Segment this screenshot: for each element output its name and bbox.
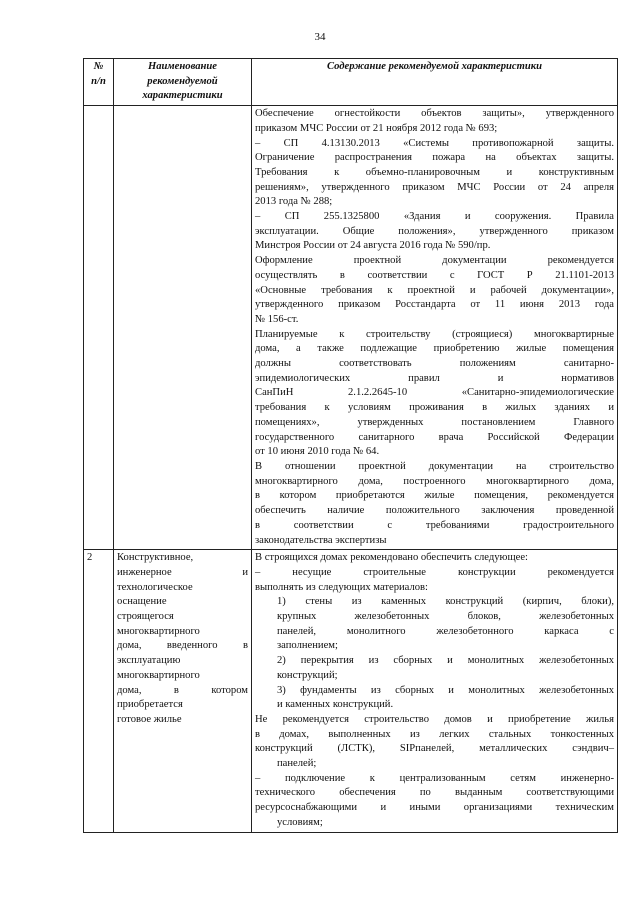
content-line: 1) стены из каменных конструкций (кирпич, блоки), xyxy=(277,596,614,608)
header-number-line: № xyxy=(93,61,104,72)
name-line: технологическое xyxy=(117,581,193,593)
header-number-line: п/п xyxy=(91,75,106,87)
content-line: решениям», утвержденного приказом МЧС России от 24 апреля xyxy=(255,181,614,193)
header-characteristic-content: Содержание рекомендуемой характеристики xyxy=(252,59,618,106)
content-line: осуществлять в соответствии с ГОСТ Р 21.1101-2013 xyxy=(255,269,614,281)
content-line: Планируемые к строительству (строящиеся) многоквартирные xyxy=(255,328,614,340)
table-row xyxy=(84,106,618,550)
content-line: ресурсоснабжающими и иными организациями техническим xyxy=(255,802,614,814)
content-line: крупных железобетонных блоков, железобетонных xyxy=(277,611,614,623)
content-line: – несущие строительные конструкции рекомендуется xyxy=(255,566,614,578)
content-line: государственного санитарного врача Российской Федерации xyxy=(255,431,614,443)
content-line: Требования к объемно-планировочным и конструктивным xyxy=(255,166,614,178)
content-line: выполнять из следующих материалов: xyxy=(255,581,428,593)
content-line: 2013 года № 288; xyxy=(255,196,333,208)
content-line: – СП 255.1325800 «Здания и сооружения. Правила xyxy=(255,211,614,223)
content-line: должны соответствовать положениям санитарно- xyxy=(255,358,614,370)
content-line: заполнением; xyxy=(277,640,338,652)
content-line: в домах, выполненных из легких стальных тонкостенных xyxy=(255,728,614,740)
content-line: Ограничение распространения пожара на объектах защиты. xyxy=(255,152,614,164)
table-row xyxy=(84,550,618,832)
content-line: и каменных конструкций. xyxy=(277,699,394,711)
name-line: оснащение xyxy=(117,596,167,608)
content-line: в котором приобретаются жилые помещения, рекомендуется xyxy=(255,490,614,502)
row-number xyxy=(84,106,114,550)
content-line: условиям; xyxy=(277,816,323,828)
content-line: многоквартирного дома, построенного многоквартирного дома, xyxy=(255,475,614,487)
page-number: 34 xyxy=(314,31,326,43)
content-line: 2) перекрытия из сборных и монолитных железобетонных xyxy=(277,655,614,667)
row-characteristic-content xyxy=(252,550,618,832)
content-line: Оформление проектной документации рекомендуется xyxy=(255,255,614,267)
content-line: требования к условиям проживания в жилых зданиях и xyxy=(255,402,614,414)
content-line: Минстроя России от 24 августа 2016 года № 590/пр. xyxy=(255,240,491,252)
row-number: 2 xyxy=(84,550,114,832)
header-name-line: Наименование xyxy=(148,61,217,72)
content-line: Не рекомендуется строительство домов и приобретение жилья xyxy=(255,713,614,725)
table-header-row xyxy=(84,59,618,106)
content-line: от 10 июня 2010 года № 64. xyxy=(255,446,380,458)
content-line: эксплуатации. Общие положения», утвержденного приказом xyxy=(255,225,614,237)
row-characteristic-name xyxy=(114,106,252,550)
content-line: обеспечить наличие положительного заключения проведенной xyxy=(255,505,614,517)
name-line: приобретается xyxy=(117,699,183,711)
content-line: эпидемиологических правил и нормативов xyxy=(255,372,614,384)
content-line: – подключение к централизованным сетям инженерно- xyxy=(255,772,614,784)
content-line: приказом МЧС России от 21 ноября 2012 года № 693; xyxy=(255,122,498,134)
name-line: многоквартирного xyxy=(117,669,200,681)
header-characteristic-name xyxy=(114,59,252,106)
content-line: 3) фундаменты из сборных и монолитных железобетонных xyxy=(277,684,614,696)
header-name-line: рекомендуемой xyxy=(147,75,218,87)
name-line: дома, введенного в xyxy=(117,640,248,652)
header-name-line: характеристики xyxy=(142,90,223,102)
content-line: № 156-ст. xyxy=(255,313,299,325)
name-line: многоквартирного xyxy=(117,625,200,637)
content-line: утвержденного приказом Росстандарта от 11 июня 2013 года xyxy=(255,299,614,311)
recommendations-table xyxy=(83,58,618,833)
content-line: конструкций (ЛСТК), SIPпанелей, металлических сэндвич– xyxy=(255,743,614,755)
row-characteristic-name xyxy=(114,550,252,832)
content-line: конструкций; xyxy=(277,669,338,681)
content-line: помещениях», утвержденных постановлением Главного xyxy=(255,416,614,428)
content-line: СанПиН 2.1.2.2645-10 «Санитарно-эпидемиологические xyxy=(255,387,614,399)
content-line: панелей, монолитного железобетонного каркаса с xyxy=(277,625,614,637)
content-line: технического обеспечения по выданным соответствующими xyxy=(255,787,614,799)
content-line: в соответствии с требованиями градостроительного xyxy=(255,519,614,531)
name-line: дома, в котором xyxy=(117,684,248,696)
content-line: В отношении проектной документации на строительство xyxy=(255,460,614,472)
content-line: – СП 4.13130.2013 «Системы противопожарной защиты. xyxy=(255,137,614,149)
row-characteristic-content xyxy=(252,106,618,550)
name-line: готовое жилье xyxy=(117,713,182,725)
content-line: дома, а также подлежащие приобретению жилые помещения xyxy=(255,343,614,355)
content-line: законодательства экспертизы xyxy=(255,534,387,546)
content-line: «Основные требования к проектной и рабочей документации», xyxy=(255,284,614,296)
content-line: Обеспечение огнестойкости объектов защиты», утвержденного xyxy=(255,108,614,120)
content-line: панелей; xyxy=(277,758,317,770)
header-number xyxy=(84,59,114,106)
name-line: инженерное и xyxy=(117,566,248,578)
name-line: эксплуатацию xyxy=(117,655,181,667)
name-line: строящегося xyxy=(117,611,174,623)
name-line: Конструктивное, xyxy=(117,552,194,564)
content-line: В строящихся домах рекомендовано обеспечить следующее: xyxy=(255,552,528,564)
